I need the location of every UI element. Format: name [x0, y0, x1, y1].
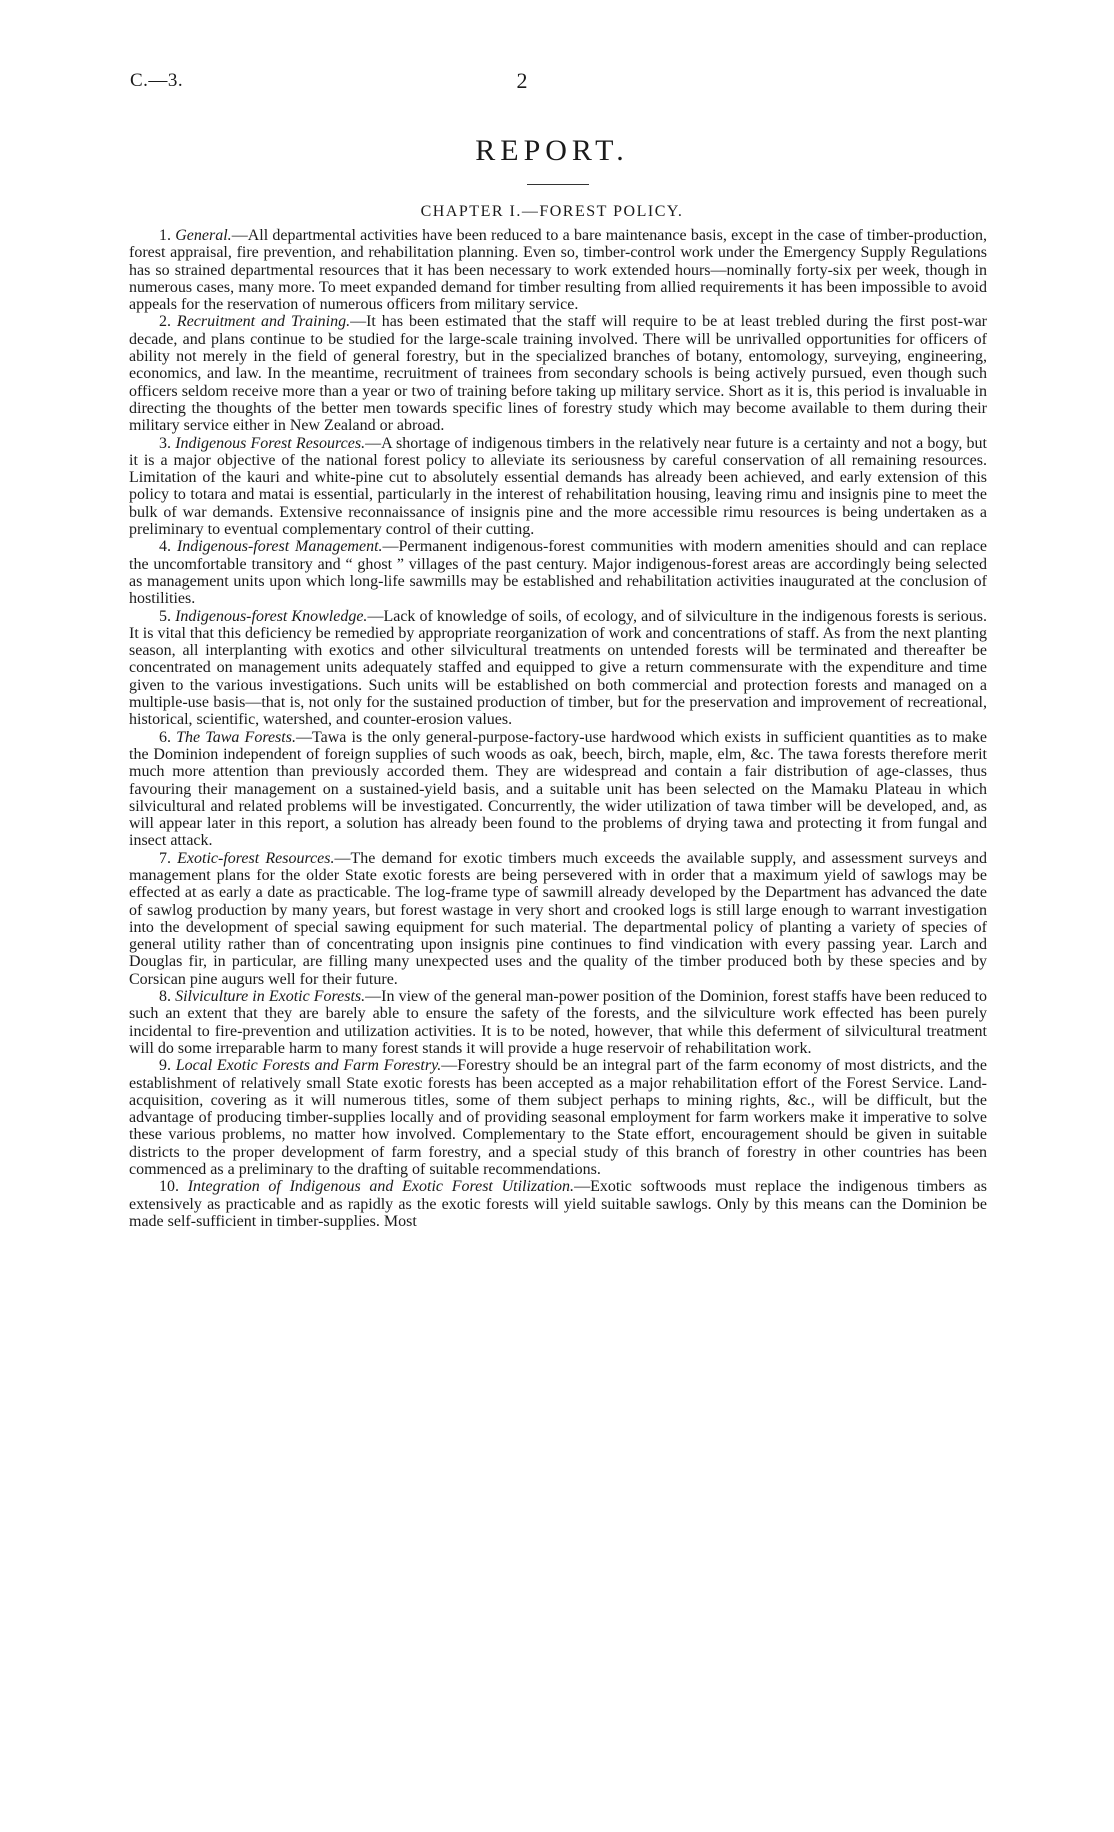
paragraph-number: 3.	[159, 434, 171, 452]
paragraph-text: —The demand for exotic timbers much exceeds the available supply, and assessment surveys and management plans for the older State exotic forests are being persevered with in order that a maximum yield of sawlogs may be effected at as early a date as practicable. The log-frame type of sawmill already developed by the Department has advanced the date of sawlog production by many years, but forest wastage in very short and crooked logs is still large enough to warrant investigation into the development of special sawing equipment for such material. The departmental policy of planting a variety of species of general utility rather than of concentrating upon insignis pine continues to find vindication with every passing year. Larch and Douglas fir, in particular, are filling many unexpected uses and the quality of the timber produced both by these species and by Corsican pine augurs well for their future.	[129, 849, 987, 988]
paragraph-heading: Silviculture in Exotic Forests.	[175, 988, 366, 1006]
paragraph-text: —In view of the general man-power position of the Dominion, forest staffs have been reduced to such an extent that they are barely able to ensure the safety of the forests, and the silviculture work effected has been purely incidental to fire-prevention and utilization activities. It is to be noted, however, that while this deferment of silvicultural treatment will do some irreparable harm to many forest stands it will provide a huge reservoir of rehabilitation work.	[129, 988, 988, 1057]
paragraph-silviculture	[129, 988, 987, 1057]
paragraph-number: 6.	[159, 728, 171, 746]
paragraph-tawa-forests	[129, 729, 987, 850]
paragraph-indigenous-management	[129, 538, 987, 607]
paragraph-heading: Indigenous-forest Knowledge.	[175, 607, 368, 625]
paragraph-heading: Recruitment and Training.	[176, 313, 351, 331]
paragraph-text: —A shortage of indigenous timbers in the relatively near future is a certainty and not a bogy, but it is a major objective of the national forest policy to alleviate its seriousness by careful conservation of all remaining resources. Limitation of the kauri and white-pine cut to absolutely essential demands has already been achieved, and early extension of this policy to totara and matai is essential, particularly in the interest of rehabilitation housing, leaving rimu and insignis pine to meet the bulk of war demands. Extensive reconnaissance of insignis pine and the more accessible rimu resources is being undertaken as a preliminary to eventual complementary control of their cutting.	[129, 434, 988, 539]
paragraph-number: 4.	[159, 538, 171, 556]
paragraph-integration	[129, 1178, 987, 1230]
paragraph-text: —Exotic softwoods must replace the indigenous timbers as extensively as practicable and as rapidly as the exotic forests will yield suitable sawlogs. Only by this means can the Dominion be made self-sufficient in timber-supplies. Most	[129, 1178, 988, 1230]
report-title: REPORT.	[475, 134, 629, 167]
paragraph-heading: Exotic-forest Resources.	[177, 849, 335, 867]
title-divider	[527, 184, 589, 185]
page-header	[130, 70, 984, 100]
paragraph-recruitment	[129, 313, 987, 434]
paragraph-farm-forestry	[129, 1057, 987, 1178]
paragraph-number: 8.	[159, 988, 171, 1006]
paragraph-number: 10.	[159, 1178, 179, 1196]
paragraph-heading: General.	[175, 227, 232, 244]
paragraph-text: —All departmental activities have been reduced to a bare maintenance basis, except in the case of timber-production, forest appraisal, fire prevention, and rehabilitation planning. Even so, timber-control work under the Emergency Supply Regulations has so strained departmental resources that it has been necessary to work extended hours—nominally forty-six per week, though in numerous cases, many more. To meet expanded demand for timber resulting from allied requirements it has been impossible to avoid appeals for the reservation of numerous officers from military service.	[129, 227, 988, 314]
page-number: 2	[516, 68, 528, 93]
paragraph-text: —It has been estimated that the staff will require to be at least trebled during the first post-war decade, and plans continue to be studied for the large-scale training involved. There will be unrivalled opportunities for officers of ability not merely in the field of general forestry, but in the specialized branches of botany, entomology, surveying, engineering, economics, and law. In the meantime, recruitment of trainees from secondary schools is being actively pursued, even though such officers seldom receive more than a year or two of training before taking up military service. Short as it is, this period is invaluable in directing the thoughts of the better men towards specific lines of forestry study which may become available to them during their military service either in New Zealand or abroad.	[129, 313, 988, 435]
paragraph-indigenous-resources	[129, 435, 987, 539]
paragraph-number: 9.	[159, 1057, 171, 1075]
document-reference: C.—3.	[130, 70, 184, 91]
paragraph-indigenous-knowledge	[129, 608, 987, 729]
paragraph-text: —Lack of knowledge of soils, of ecology, and of silviculture in the indigenous forests is serious. It is vital that this deficiency be remedied by appropriate reorganization of work and concentrations of staff. As from the next planting season, all interplanting with exotics and other silvicultural treatments on untended forests will be terminated and thereafter be concentrated on management units adequately staffed and equipped to give a return commensurate with the expenditure and time given to the various investigations. Such units will be established on both commercial and protection forests and managed on a multiple-use basis—that is, not only for the sustained production of timber, but for the preservation and improvement of recreational, historical, scientific, watershed, and counter-erosion values.	[129, 607, 987, 729]
report-body	[129, 227, 987, 1230]
chapter-title: CHAPTER I.—FOREST POLICY.	[420, 203, 684, 220]
paragraph-text: —Forestry should be an integral part of the farm economy of most districts, and the establishment of relatively small State exotic forests has been accepted as a major rehabilitation effort of the Forest Service. Land-acquisition, covering as it will numerous titles, some of them subject perhaps to mining rights, &c., will be difficult, but the advantage of producing timber-supplies locally and of providing seasonal employment for farm workers make it imperative to solve these various problems, no matter how involved. Complementary to the State effort, encouragement should be given in suitable districts to the proper development of farm forestry, and a special study of this branch of forestry in other countries has been commenced as a preliminary to the drafting of suitable recommendations.	[129, 1057, 987, 1179]
paragraph-number: 1.	[159, 227, 171, 244]
paragraph-heading: Local Exotic Forests and Farm Forestry.	[175, 1057, 442, 1075]
paragraph-heading: Indigenous Forest Resources.	[175, 434, 366, 452]
paragraph-number: 7.	[159, 849, 171, 867]
paragraph-text: —Permanent indigenous-forest communities with modern amenities should and can replace the uncomfortable transitory and “ ghost ” villages of the past century. Major indigenous-forest areas are accordingly being selected as management units upon which long-life sawmills may be established and rehabilitation activities inaugurated at the conclusion of hostilities.	[129, 538, 988, 608]
paragraph-general	[129, 227, 987, 313]
paragraph-heading: Integration of Indigenous and Exotic Forest Utilization.	[187, 1178, 575, 1196]
paragraph-heading: Indigenous-forest Management.	[176, 538, 383, 556]
paragraph-number: 2.	[159, 313, 171, 331]
paragraph-exotic-resources	[129, 850, 987, 988]
paragraph-text: —Tawa is the only general-purpose-factory-use hardwood which exists in sufficient quantities as to make the Dominion independent of foreign supplies of such woods as oak, beech, birch, maple, elm, &c. The tawa forests therefore merit much more attention than previously accorded them. They are widespread and contain a fair distribution of age-classes, thus favouring their management on a sustained-yield basis, and a suitable unit has been selected on the Mamaku Plateau in which silvicultural and related problems will be investigated. Concurrently, the wider utilization of tawa timber will be developed, and, as will appear later in this report, a solution has already been found to the problems of drying tawa and protecting it from fungal and insect attack.	[129, 728, 988, 850]
paragraph-number: 5.	[159, 607, 171, 625]
paragraph-heading: The Tawa Forests.	[176, 728, 296, 746]
